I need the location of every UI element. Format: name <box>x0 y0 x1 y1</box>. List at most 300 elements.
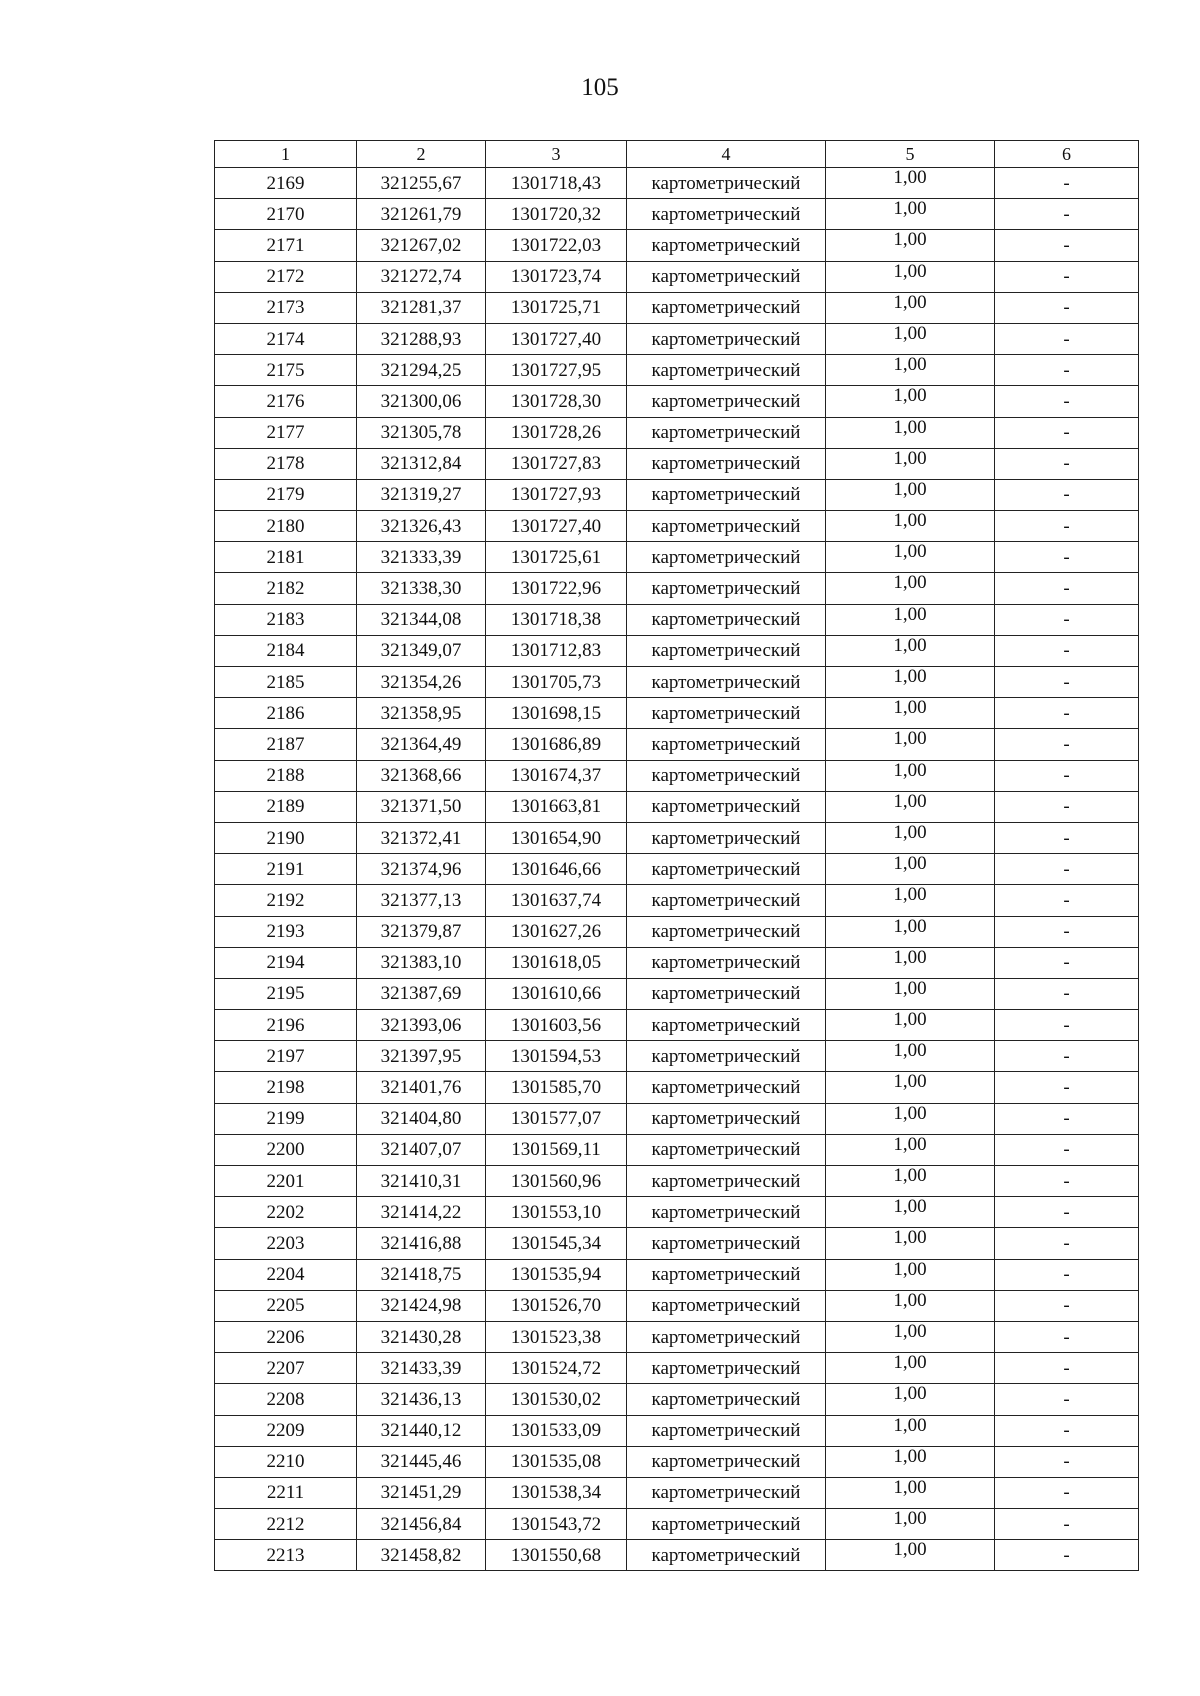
method-cell: картометрический <box>627 729 826 760</box>
accuracy-cell: 1,00 <box>826 1228 995 1259</box>
y-coordinate-cell: 1301553,10 <box>486 1197 627 1228</box>
table-row <box>215 1010 1139 1041</box>
point-number-cell: 2173 <box>215 292 357 323</box>
x-coordinate-cell: 321430,28 <box>357 1321 486 1352</box>
y-coordinate-cell: 1301727,40 <box>486 511 627 542</box>
table-body <box>215 168 1139 1571</box>
page-number: 105 <box>581 74 619 101</box>
table-row <box>215 355 1139 386</box>
table-row <box>215 386 1139 417</box>
x-coordinate-cell: 321445,46 <box>357 1446 486 1477</box>
x-coordinate-cell: 321418,75 <box>357 1259 486 1290</box>
method-cell: картометрический <box>627 1197 826 1228</box>
method-cell: картометрический <box>627 355 826 386</box>
table-row <box>215 1321 1139 1352</box>
y-coordinate-cell: 1301712,83 <box>486 635 627 666</box>
table-row <box>215 1197 1139 1228</box>
y-coordinate-cell: 1301610,66 <box>486 978 627 1009</box>
y-coordinate-cell: 1301543,72 <box>486 1509 627 1540</box>
note-cell: - <box>995 698 1139 729</box>
point-number-cell: 2183 <box>215 604 357 635</box>
note-cell: - <box>995 1197 1139 1228</box>
accuracy-cell: 1,00 <box>826 1353 995 1384</box>
y-coordinate-cell: 1301674,37 <box>486 760 627 791</box>
method-cell: картометрический <box>627 1446 826 1477</box>
point-number-cell: 2201 <box>215 1166 357 1197</box>
note-cell: - <box>995 916 1139 947</box>
note-cell: - <box>995 1259 1139 1290</box>
y-coordinate-cell: 1301535,08 <box>486 1446 627 1477</box>
table-row <box>215 1134 1139 1165</box>
point-number-cell: 2207 <box>215 1353 357 1384</box>
accuracy-cell: 1,00 <box>826 729 995 760</box>
y-coordinate-cell: 1301524,72 <box>486 1353 627 1384</box>
table-row <box>215 1290 1139 1321</box>
note-cell: - <box>995 417 1139 448</box>
table-row <box>215 1477 1139 1508</box>
accuracy-cell: 1,00 <box>826 885 995 916</box>
table-row <box>215 1103 1139 1134</box>
y-coordinate-cell: 1301718,43 <box>486 168 627 199</box>
point-number-cell: 2184 <box>215 635 357 666</box>
table-row <box>215 230 1139 261</box>
point-number-cell: 2180 <box>215 511 357 542</box>
point-number-cell: 2205 <box>215 1290 357 1321</box>
method-cell: картометрический <box>627 604 826 635</box>
y-coordinate-cell: 1301545,34 <box>486 1228 627 1259</box>
point-number-cell: 2186 <box>215 698 357 729</box>
table-row <box>215 791 1139 822</box>
y-coordinate-cell: 1301686,89 <box>486 729 627 760</box>
x-coordinate-cell: 321344,08 <box>357 604 486 635</box>
y-coordinate-cell: 1301585,70 <box>486 1072 627 1103</box>
accuracy-cell: 1,00 <box>826 978 995 1009</box>
method-cell: картометрический <box>627 1010 826 1041</box>
note-cell: - <box>995 1540 1139 1571</box>
note-cell: - <box>995 1166 1139 1197</box>
note-cell: - <box>995 168 1139 199</box>
y-coordinate-cell: 1301569,11 <box>486 1134 627 1165</box>
point-number-cell: 2196 <box>215 1010 357 1041</box>
y-coordinate-cell: 1301727,93 <box>486 479 627 510</box>
x-coordinate-cell: 321371,50 <box>357 791 486 822</box>
table-row <box>215 292 1139 323</box>
point-number-cell: 2176 <box>215 386 357 417</box>
method-cell: картометрический <box>627 760 826 791</box>
point-number-cell: 2209 <box>215 1415 357 1446</box>
point-number-cell: 2197 <box>215 1041 357 1072</box>
point-number-cell: 2200 <box>215 1134 357 1165</box>
table-row <box>215 635 1139 666</box>
method-cell: картометрический <box>627 1134 826 1165</box>
table-row <box>215 1540 1139 1571</box>
y-coordinate-cell: 1301663,81 <box>486 791 627 822</box>
note-cell: - <box>995 947 1139 978</box>
point-number-cell: 2182 <box>215 573 357 604</box>
y-coordinate-cell: 1301560,96 <box>486 1166 627 1197</box>
point-number-cell: 2191 <box>215 854 357 885</box>
accuracy-cell: 1,00 <box>826 1010 995 1041</box>
note-cell: - <box>995 199 1139 230</box>
accuracy-cell: 1,00 <box>826 417 995 448</box>
accuracy-cell: 1,00 <box>826 604 995 635</box>
x-coordinate-cell: 321261,79 <box>357 199 486 230</box>
point-number-cell: 2187 <box>215 729 357 760</box>
y-coordinate-cell: 1301523,38 <box>486 1321 627 1352</box>
method-cell: картометрический <box>627 1072 826 1103</box>
table-row <box>215 854 1139 885</box>
accuracy-cell: 1,00 <box>826 916 995 947</box>
table-row <box>215 760 1139 791</box>
x-coordinate-cell: 321305,78 <box>357 417 486 448</box>
note-cell: - <box>995 1384 1139 1415</box>
y-coordinate-cell: 1301603,56 <box>486 1010 627 1041</box>
y-coordinate-cell: 1301530,02 <box>486 1384 627 1415</box>
method-cell: картометрический <box>627 511 826 542</box>
y-coordinate-cell: 1301722,96 <box>486 573 627 604</box>
x-coordinate-cell: 321294,25 <box>357 355 486 386</box>
accuracy-cell: 1,00 <box>826 1509 995 1540</box>
y-coordinate-cell: 1301550,68 <box>486 1540 627 1571</box>
x-coordinate-cell: 321368,66 <box>357 760 486 791</box>
accuracy-cell: 1,00 <box>826 1041 995 1072</box>
table-row <box>215 729 1139 760</box>
y-coordinate-cell: 1301538,34 <box>486 1477 627 1508</box>
note-cell: - <box>995 791 1139 822</box>
note-cell: - <box>995 1446 1139 1477</box>
point-number-cell: 2172 <box>215 261 357 292</box>
table-row <box>215 511 1139 542</box>
x-coordinate-cell: 321393,06 <box>357 1010 486 1041</box>
point-number-cell: 2185 <box>215 667 357 698</box>
x-coordinate-cell: 321433,39 <box>357 1353 486 1384</box>
point-number-cell: 2198 <box>215 1072 357 1103</box>
note-cell: - <box>995 261 1139 292</box>
x-coordinate-cell: 321281,37 <box>357 292 486 323</box>
table-row <box>215 542 1139 573</box>
accuracy-cell: 1,00 <box>826 1446 995 1477</box>
point-number-cell: 2181 <box>215 542 357 573</box>
note-cell: - <box>995 292 1139 323</box>
accuracy-cell: 1,00 <box>826 230 995 261</box>
point-number-cell: 2175 <box>215 355 357 386</box>
note-cell: - <box>995 604 1139 635</box>
accuracy-cell: 1,00 <box>826 1072 995 1103</box>
method-cell: картометрический <box>627 386 826 417</box>
note-cell: - <box>995 573 1139 604</box>
point-number-cell: 2190 <box>215 822 357 853</box>
point-number-cell: 2171 <box>215 230 357 261</box>
accuracy-cell: 1,00 <box>826 1197 995 1228</box>
method-cell: картометрический <box>627 230 826 261</box>
point-number-cell: 2199 <box>215 1103 357 1134</box>
x-coordinate-cell: 321416,88 <box>357 1228 486 1259</box>
table-row <box>215 168 1139 199</box>
note-cell: - <box>995 1228 1139 1259</box>
accuracy-cell: 1,00 <box>826 698 995 729</box>
note-cell: - <box>995 323 1139 354</box>
x-coordinate-cell: 321440,12 <box>357 1415 486 1446</box>
x-coordinate-cell: 321319,27 <box>357 479 486 510</box>
accuracy-cell: 1,00 <box>826 323 995 354</box>
x-coordinate-cell: 321414,22 <box>357 1197 486 1228</box>
note-cell: - <box>995 885 1139 916</box>
method-cell: картометрический <box>627 885 826 916</box>
x-coordinate-cell: 321410,31 <box>357 1166 486 1197</box>
column-header: 1 <box>215 141 357 168</box>
column-header: 3 <box>486 141 627 168</box>
accuracy-cell: 1,00 <box>826 542 995 573</box>
x-coordinate-cell: 321436,13 <box>357 1384 486 1415</box>
x-coordinate-cell: 321424,98 <box>357 1290 486 1321</box>
point-number-cell: 2210 <box>215 1446 357 1477</box>
accuracy-cell: 1,00 <box>826 1134 995 1165</box>
y-coordinate-cell: 1301618,05 <box>486 947 627 978</box>
accuracy-cell: 1,00 <box>826 355 995 386</box>
accuracy-cell: 1,00 <box>826 511 995 542</box>
method-cell: картометрический <box>627 261 826 292</box>
x-coordinate-cell: 321404,80 <box>357 1103 486 1134</box>
point-number-cell: 2169 <box>215 168 357 199</box>
accuracy-cell: 1,00 <box>826 1540 995 1571</box>
y-coordinate-cell: 1301535,94 <box>486 1259 627 1290</box>
x-coordinate-cell: 321458,82 <box>357 1540 486 1571</box>
table-header-row <box>215 141 1139 168</box>
method-cell: картометрический <box>627 573 826 604</box>
x-coordinate-cell: 321397,95 <box>357 1041 486 1072</box>
y-coordinate-cell: 1301577,07 <box>486 1103 627 1134</box>
coordinates-table <box>214 140 1139 1571</box>
method-cell: картометрический <box>627 168 826 199</box>
accuracy-cell: 1,00 <box>826 1259 995 1290</box>
table-row <box>215 573 1139 604</box>
table-row <box>215 417 1139 448</box>
x-coordinate-cell: 321379,87 <box>357 916 486 947</box>
point-number-cell: 2194 <box>215 947 357 978</box>
note-cell: - <box>995 1134 1139 1165</box>
method-cell: картометрический <box>627 1540 826 1571</box>
method-cell: картометрический <box>627 978 826 1009</box>
y-coordinate-cell: 1301723,74 <box>486 261 627 292</box>
point-number-cell: 2178 <box>215 448 357 479</box>
table-row <box>215 916 1139 947</box>
method-cell: картометрический <box>627 635 826 666</box>
table-row <box>215 604 1139 635</box>
note-cell: - <box>995 854 1139 885</box>
y-coordinate-cell: 1301725,71 <box>486 292 627 323</box>
y-coordinate-cell: 1301646,66 <box>486 854 627 885</box>
x-coordinate-cell: 321300,06 <box>357 386 486 417</box>
note-cell: - <box>995 822 1139 853</box>
y-coordinate-cell: 1301533,09 <box>486 1415 627 1446</box>
point-number-cell: 2192 <box>215 885 357 916</box>
point-number-cell: 2206 <box>215 1321 357 1352</box>
note-cell: - <box>995 635 1139 666</box>
method-cell: картометрический <box>627 323 826 354</box>
method-cell: картометрический <box>627 1384 826 1415</box>
accuracy-cell: 1,00 <box>826 667 995 698</box>
accuracy-cell: 1,00 <box>826 448 995 479</box>
column-header: 5 <box>826 141 995 168</box>
x-coordinate-cell: 321272,74 <box>357 261 486 292</box>
method-cell: картометрический <box>627 916 826 947</box>
table-row <box>215 1259 1139 1290</box>
point-number-cell: 2208 <box>215 1384 357 1415</box>
x-coordinate-cell: 321267,02 <box>357 230 486 261</box>
table-row <box>215 1041 1139 1072</box>
y-coordinate-cell: 1301728,26 <box>486 417 627 448</box>
note-cell: - <box>995 1103 1139 1134</box>
note-cell: - <box>995 667 1139 698</box>
column-header: 4 <box>627 141 826 168</box>
table-row <box>215 698 1139 729</box>
y-coordinate-cell: 1301654,90 <box>486 822 627 853</box>
accuracy-cell: 1,00 <box>826 292 995 323</box>
accuracy-cell: 1,00 <box>826 1166 995 1197</box>
y-coordinate-cell: 1301725,61 <box>486 542 627 573</box>
y-coordinate-cell: 1301720,32 <box>486 199 627 230</box>
x-coordinate-cell: 321255,67 <box>357 168 486 199</box>
x-coordinate-cell: 321338,30 <box>357 573 486 604</box>
y-coordinate-cell: 1301728,30 <box>486 386 627 417</box>
table-row <box>215 1166 1139 1197</box>
accuracy-cell: 1,00 <box>826 822 995 853</box>
x-coordinate-cell: 321377,13 <box>357 885 486 916</box>
point-number-cell: 2203 <box>215 1228 357 1259</box>
method-cell: картометрический <box>627 1103 826 1134</box>
method-cell: картометрический <box>627 1509 826 1540</box>
note-cell: - <box>995 230 1139 261</box>
accuracy-cell: 1,00 <box>826 1103 995 1134</box>
method-cell: картометрический <box>627 542 826 573</box>
x-coordinate-cell: 321349,07 <box>357 635 486 666</box>
note-cell: - <box>995 1415 1139 1446</box>
note-cell: - <box>995 978 1139 1009</box>
accuracy-cell: 1,00 <box>826 1477 995 1508</box>
accuracy-cell: 1,00 <box>826 760 995 791</box>
table-row <box>215 947 1139 978</box>
accuracy-cell: 1,00 <box>826 1384 995 1415</box>
table-row <box>215 978 1139 1009</box>
accuracy-cell: 1,00 <box>826 854 995 885</box>
accuracy-cell: 1,00 <box>826 635 995 666</box>
x-coordinate-cell: 321364,49 <box>357 729 486 760</box>
method-cell: картометрический <box>627 1041 826 1072</box>
accuracy-cell: 1,00 <box>826 947 995 978</box>
table-row <box>215 199 1139 230</box>
accuracy-cell: 1,00 <box>826 573 995 604</box>
table-row <box>215 479 1139 510</box>
point-number-cell: 2211 <box>215 1477 357 1508</box>
method-cell: картометрический <box>627 1259 826 1290</box>
x-coordinate-cell: 321358,95 <box>357 698 486 729</box>
note-cell: - <box>995 1509 1139 1540</box>
method-cell: картометрический <box>627 1228 826 1259</box>
point-number-cell: 2189 <box>215 791 357 822</box>
note-cell: - <box>995 729 1139 760</box>
y-coordinate-cell: 1301727,40 <box>486 323 627 354</box>
table-row <box>215 1384 1139 1415</box>
table-row <box>215 323 1139 354</box>
method-cell: картометрический <box>627 822 826 853</box>
x-coordinate-cell: 321407,07 <box>357 1134 486 1165</box>
x-coordinate-cell: 321326,43 <box>357 511 486 542</box>
accuracy-cell: 1,00 <box>826 1290 995 1321</box>
y-coordinate-cell: 1301727,95 <box>486 355 627 386</box>
y-coordinate-cell: 1301722,03 <box>486 230 627 261</box>
point-number-cell: 2177 <box>215 417 357 448</box>
note-cell: - <box>995 1010 1139 1041</box>
accuracy-cell: 1,00 <box>826 791 995 822</box>
point-number-cell: 2188 <box>215 760 357 791</box>
method-cell: картометрический <box>627 448 826 479</box>
x-coordinate-cell: 321354,26 <box>357 667 486 698</box>
note-cell: - <box>995 1072 1139 1103</box>
note-cell: - <box>995 1290 1139 1321</box>
accuracy-cell: 1,00 <box>826 199 995 230</box>
accuracy-cell: 1,00 <box>826 479 995 510</box>
method-cell: картометрический <box>627 1166 826 1197</box>
table-row <box>215 1415 1139 1446</box>
method-cell: картометрический <box>627 479 826 510</box>
y-coordinate-cell: 1301526,70 <box>486 1290 627 1321</box>
point-number-cell: 2202 <box>215 1197 357 1228</box>
x-coordinate-cell: 321374,96 <box>357 854 486 885</box>
point-number-cell: 2204 <box>215 1259 357 1290</box>
y-coordinate-cell: 1301594,53 <box>486 1041 627 1072</box>
note-cell: - <box>995 511 1139 542</box>
point-number-cell: 2213 <box>215 1540 357 1571</box>
method-cell: картометрический <box>627 1321 826 1352</box>
note-cell: - <box>995 542 1139 573</box>
table-row <box>215 1509 1139 1540</box>
column-header: 2 <box>357 141 486 168</box>
y-coordinate-cell: 1301627,26 <box>486 916 627 947</box>
method-cell: картометрический <box>627 1415 826 1446</box>
method-cell: картометрический <box>627 854 826 885</box>
point-number-cell: 2170 <box>215 199 357 230</box>
y-coordinate-cell: 1301637,74 <box>486 885 627 916</box>
x-coordinate-cell: 321451,29 <box>357 1477 486 1508</box>
x-coordinate-cell: 321333,39 <box>357 542 486 573</box>
method-cell: картометрический <box>627 417 826 448</box>
method-cell: картометрический <box>627 1290 826 1321</box>
table-row <box>215 667 1139 698</box>
note-cell: - <box>995 355 1139 386</box>
point-number-cell: 2195 <box>215 978 357 1009</box>
method-cell: картометрический <box>627 667 826 698</box>
table-row <box>215 822 1139 853</box>
accuracy-cell: 1,00 <box>826 168 995 199</box>
accuracy-cell: 1,00 <box>826 1321 995 1352</box>
table-row <box>215 1228 1139 1259</box>
note-cell: - <box>995 448 1139 479</box>
x-coordinate-cell: 321456,84 <box>357 1509 486 1540</box>
point-number-cell: 2179 <box>215 479 357 510</box>
note-cell: - <box>995 1321 1139 1352</box>
table-row <box>215 885 1139 916</box>
point-number-cell: 2212 <box>215 1509 357 1540</box>
table-row <box>215 1072 1139 1103</box>
note-cell: - <box>995 1477 1139 1508</box>
accuracy-cell: 1,00 <box>826 386 995 417</box>
table-row <box>215 1353 1139 1384</box>
method-cell: картометрический <box>627 1353 826 1384</box>
method-cell: картометрический <box>627 791 826 822</box>
accuracy-cell: 1,00 <box>826 261 995 292</box>
y-coordinate-cell: 1301705,73 <box>486 667 627 698</box>
table-row <box>215 261 1139 292</box>
